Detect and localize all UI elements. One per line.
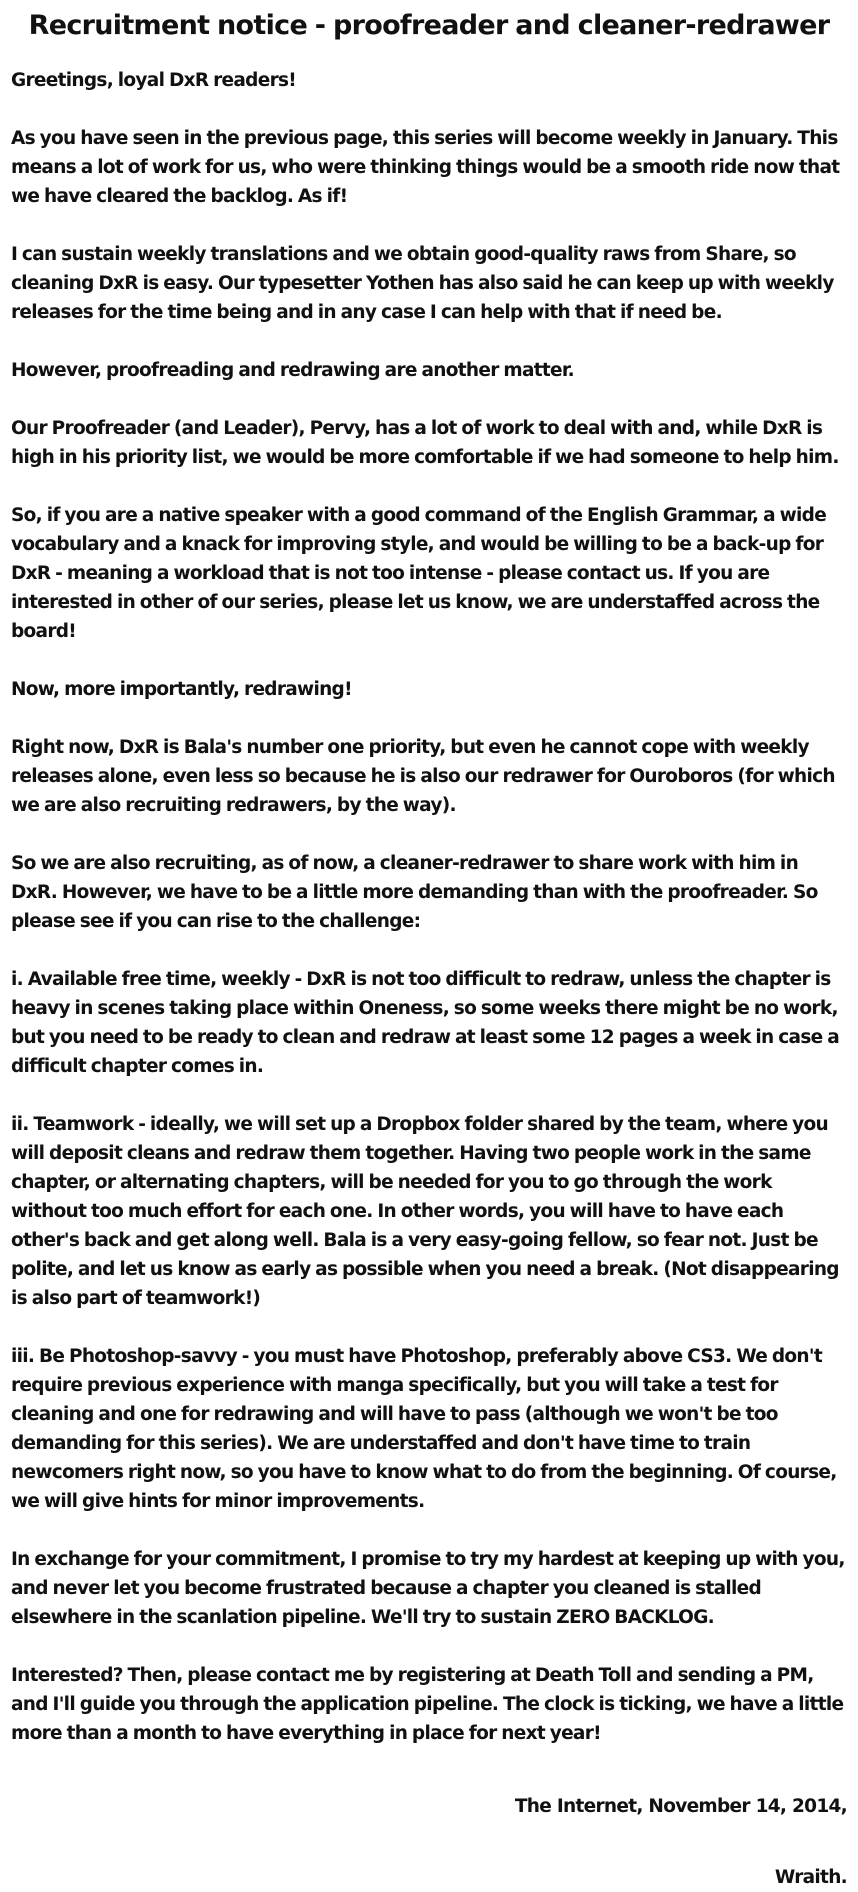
weekly-announcement-paragraph: As you have seen in the previous page, this series will become weekly in January. This means a lot of work for us, who were thinking things would be a smooth ride now that we have cleared the backlog. As if! <box>11 128 840 207</box>
proofreader-request-paragraph: So, if you are a native speaker with a good command of the English Grammar, a wide vocabulary and a knack for improving style, and would be willing to be a back-up for DxR - meaning a workload that is not too intense - please contact us. If you are interested in other of our series, please let us know, we are understaffed across the board! <box>11 505 827 642</box>
requirement-teamwork: ii. Teamwork - ideally, we will set up a Dropbox folder shared by the team, where you will deposit cleans and redraw them together. Having two people work in the same chapter, or alternating chapters, will be needed for you to go through the work without too much effort for each one. In other words, you will have to have each other's back and get along well. Bala is a very easy-going fellow, so fear not. Just be polite, and let us know as early as possible when you need a break. (Not disappearing is also part of teamwork!) <box>11 1114 839 1309</box>
date-line: The Internet, November 14, 2014, <box>514 1796 847 1817</box>
proofreader-paragraph: Our Proofreader (and Leader), Pervy, has a lot of work to deal with and, while DxR is high in his priority list, we would be more comfortable if we had someone to help him. <box>11 418 839 468</box>
notice-body <box>11 66 847 1748</box>
notice-page <box>11 0 847 1892</box>
requirement-free-time: i. Available free time, weekly - DxR is not too difficult to redraw, unless the chapter is heavy in scenes taking place within Oneness, so some weeks there might be no work, but you need to be ready to clean and redraw at least some 12 pages a week in case a difficult chapter comes in. <box>11 969 839 1077</box>
redrawing-heading-paragraph: Now, more importantly, redrawing! <box>11 679 352 700</box>
redrawer-request-paragraph: So we are also recruiting, as of now, a cleaner-redrawer to share work with him in DxR. However, we have to be a little more demanding than with the proofreader. So please see if you can rise to the challenge: <box>11 853 818 932</box>
problem-paragraph: However, proofreading and redrawing are another matter. <box>11 360 574 381</box>
requirement-photoshop: iii. Be Photoshop-savvy - you must have Photoshop, preferably above CS3. We don't require previous experience with manga specifically, but you will take a test for cleaning and one for redrawing and will have to pass (although we won't be too demanding for this series). We are understaffed and don't have time to train newcomers right now, so you have to know what to do from the beginning. Of course, we will give hints for minor improvements. <box>11 1346 837 1512</box>
commitment-paragraph: In exchange for your commitment, I promise to try my hardest at keeping up with you, and never let you become frustrated because a chapter you cleaned is stalled elsewhere in the scanlation pipeline. We'll try to sustain ZERO BACKLOG. <box>11 1549 845 1628</box>
contact-paragraph: Interested? Then, please contact me by registering at Death Toll and sending a PM, and I'll guide you through the application pipeline. The clock is ticking, we have a little more than a month to have everything in place for next year! <box>11 1665 844 1744</box>
signature: Wraith. <box>774 1867 847 1888</box>
translation-status-paragraph: I can sustain weekly translations and we obtain good-quality raws from Share, so cleaning DxR is easy. Our typesetter Yothen has also said he can keep up with weekly releases for the time being and in any case I can help with that if need be. <box>11 244 834 323</box>
redrawer-situation-paragraph: Right now, DxR is Bala's number one priority, but even he cannot cope with weekly releases alone, even less so because he is also our redrawer for Ouroboros (for which we are also recruiting redrawers, by the way). <box>11 737 835 816</box>
page-title: Recruitment notice - proofreader and cleaner-redrawer <box>28 10 830 41</box>
greeting-paragraph: Greetings, loyal DxR readers! <box>11 70 297 91</box>
